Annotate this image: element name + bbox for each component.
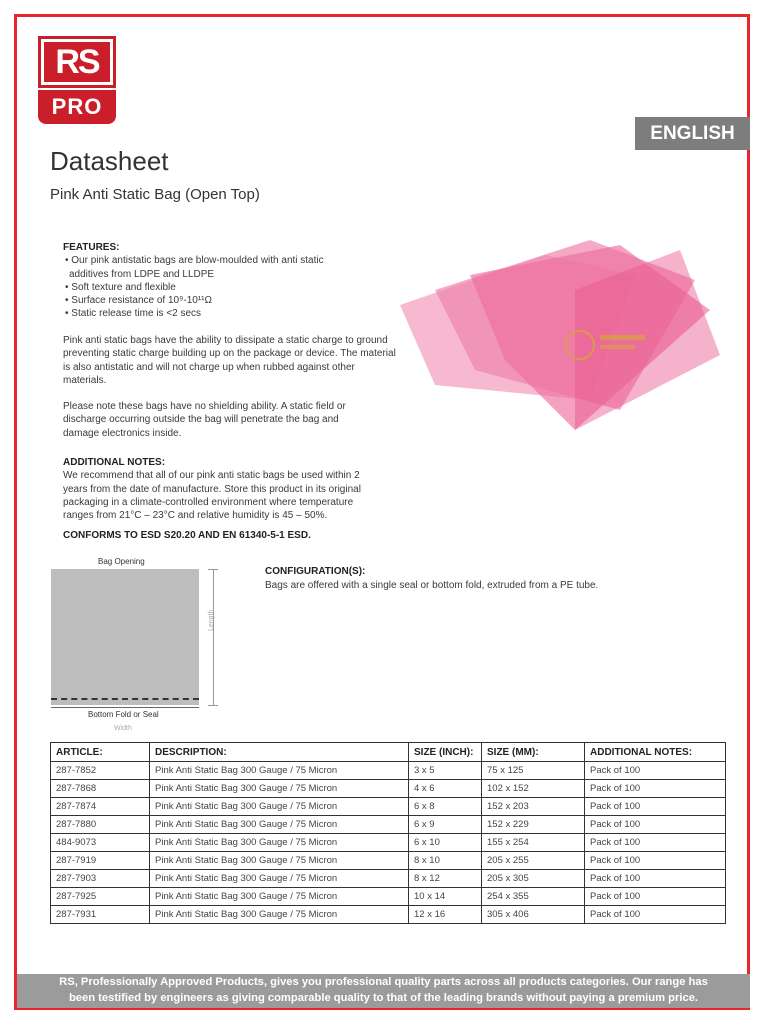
size-inch-cell: 8 x 10 [409,852,482,870]
size-inch-cell: 3 x 5 [409,762,482,780]
size-mm-cell: 152 x 229 [482,816,585,834]
additional-notes-text: We recommend that all of our pink anti static bags be used within 2 years from the date of manufacture. Store this product in its original packaging in a climate-controlled environment where temperature ranges from 21°C – 23°C and relative humidity is 45 – 50%. [63,470,361,522]
size-inch-cell: 8 x 12 [409,870,482,888]
description-cell: Pink Anti Static Bag 300 Gauge / 75 Micron [150,798,409,816]
description-paragraph: Pink anti static bags have the ability to dissipate a static charge to ground preventing static charge building up on the package or device. The material is also antistatic and will not charge up when rubbed against other materials. [63,335,396,386]
bag-opening-label: Bag Opening [98,557,145,566]
page-subtitle: Pink Anti Static Bag (Open Top) [50,186,260,203]
length-dimension-line [213,569,214,705]
notes-cell: Pack of 100 [585,834,726,852]
description-cell: Pink Anti Static Bag 300 Gauge / 75 Micron [150,870,409,888]
notes-cell: Pack of 100 [585,906,726,924]
table-row [51,816,726,834]
features-list [63,254,398,320]
length-tick-bottom [208,705,218,706]
column-header-size-mm: SIZE (MM): [482,743,585,762]
size-mm-cell: 254 x 355 [482,888,585,906]
column-header-article: ARTICLE: [51,743,150,762]
length-label: Length [208,609,215,631]
notes-cell: Pack of 100 [585,888,726,906]
article-cell: 287-7919 [51,852,150,870]
notes-cell: Pack of 100 [585,852,726,870]
article-cell: 287-7868 [51,780,150,798]
additional-notes-section [63,456,383,522]
size-inch-cell: 10 x 14 [409,888,482,906]
width-dimension-line [51,707,199,708]
product-spec-table [50,742,726,924]
bag-dimension-diagram [40,555,240,735]
article-cell: 287-7880 [51,816,150,834]
width-label: Width [114,725,132,732]
description-cell: Pink Anti Static Bag 300 Gauge / 75 Micron [150,852,409,870]
feature-item: • Static release time is <2 secs [65,308,202,320]
article-cell: 287-7903 [51,870,150,888]
column-header-size-inch: SIZE (INCH): [409,743,482,762]
logo-pro-text: PRO [38,90,116,124]
description-cell: Pink Anti Static Bag 300 Gauge / 75 Micron [150,816,409,834]
table-header-row [51,743,726,762]
feature-item: additives from LDPE and LLDPE [69,268,215,280]
table-row [51,852,726,870]
table-row [51,834,726,852]
footer-banner [17,974,750,1008]
length-tick-top [208,569,218,570]
table-row [51,870,726,888]
table-row [51,798,726,816]
conformance-statement: CONFORMS TO ESD S20.20 AND EN 61340-5-1 ESD. [63,530,311,541]
size-mm-cell: 155 x 254 [482,834,585,852]
size-inch-cell: 6 x 8 [409,798,482,816]
page-title: Datasheet [50,146,169,176]
pink-bag-image [395,235,725,440]
description-cell: Pink Anti Static Bag 300 Gauge / 75 Micron [150,834,409,852]
size-inch-cell: 6 x 9 [409,816,482,834]
shielding-note-paragraph: Please note these bags have no shielding ability. A static field or discharge occurring outside the bag will penetrate the bag and damage electronics inside. [63,401,346,439]
notes-cell: Pack of 100 [585,762,726,780]
notes-cell: Pack of 100 [585,798,726,816]
rs-pro-logo [38,36,116,124]
description-cell: Pink Anti Static Bag 300 Gauge / 75 Micron [150,888,409,906]
logo-rs-text: RS [38,36,116,88]
configuration-heading: CONFIGURATION(S): [265,566,366,577]
configuration-section [265,565,598,593]
language-badge: ENGLISH [635,117,750,150]
features-heading: FEATURES: [63,242,120,253]
description-cell: Pink Anti Static Bag 300 Gauge / 75 Micron [150,780,409,798]
article-cell: 484-9073 [51,834,150,852]
bag-shape [51,569,199,705]
table-row [51,762,726,780]
size-inch-cell: 6 x 10 [409,834,482,852]
footer-line-2: been testified by engineers as giving comparable quality to that of the leading brands without paying a premium price. [68,992,699,1004]
size-mm-cell: 305 x 406 [482,906,585,924]
article-cell: 287-7931 [51,906,150,924]
notes-cell: Pack of 100 [585,870,726,888]
size-inch-cell: 12 x 16 [409,906,482,924]
table-row [51,780,726,798]
additional-notes-heading: ADDITIONAL NOTES: [63,457,166,468]
features-section [63,241,398,321]
article-cell: 287-7852 [51,762,150,780]
fold-dashed-line [51,698,199,700]
size-mm-cell: 205 x 305 [482,870,585,888]
size-mm-cell: 75 x 125 [482,762,585,780]
article-cell: 287-7925 [51,888,150,906]
description-cell: Pink Anti Static Bag 300 Gauge / 75 Micron [150,762,409,780]
size-mm-cell: 205 x 255 [482,852,585,870]
size-inch-cell: 4 x 6 [409,780,482,798]
column-header-notes: ADDITIONAL NOTES: [585,743,726,762]
table-body [51,762,726,924]
footer-line-1: RS, Professionally Approved Products, gives you professional quality parts across all products categories. Our range has [59,976,708,988]
feature-item: • Our pink antistatic bags are blow-moulded with anti static [65,255,324,267]
notes-cell: Pack of 100 [585,780,726,798]
size-mm-cell: 102 x 152 [482,780,585,798]
table-row [51,888,726,906]
size-mm-cell: 152 x 203 [482,798,585,816]
configuration-text: Bags are offered with a single seal or bottom fold, extruded from a PE tube. [265,580,599,591]
table-row [51,906,726,924]
column-header-description: DESCRIPTION: [150,743,409,762]
description-cell: Pink Anti Static Bag 300 Gauge / 75 Micron [150,906,409,924]
feature-item: • Surface resistance of 10⁹-10¹¹Ω [65,295,212,307]
feature-item: • Soft texture and flexible [65,281,176,293]
bottom-fold-label: Bottom Fold or Seal [88,710,159,719]
notes-cell: Pack of 100 [585,816,726,834]
article-cell: 287-7874 [51,798,150,816]
